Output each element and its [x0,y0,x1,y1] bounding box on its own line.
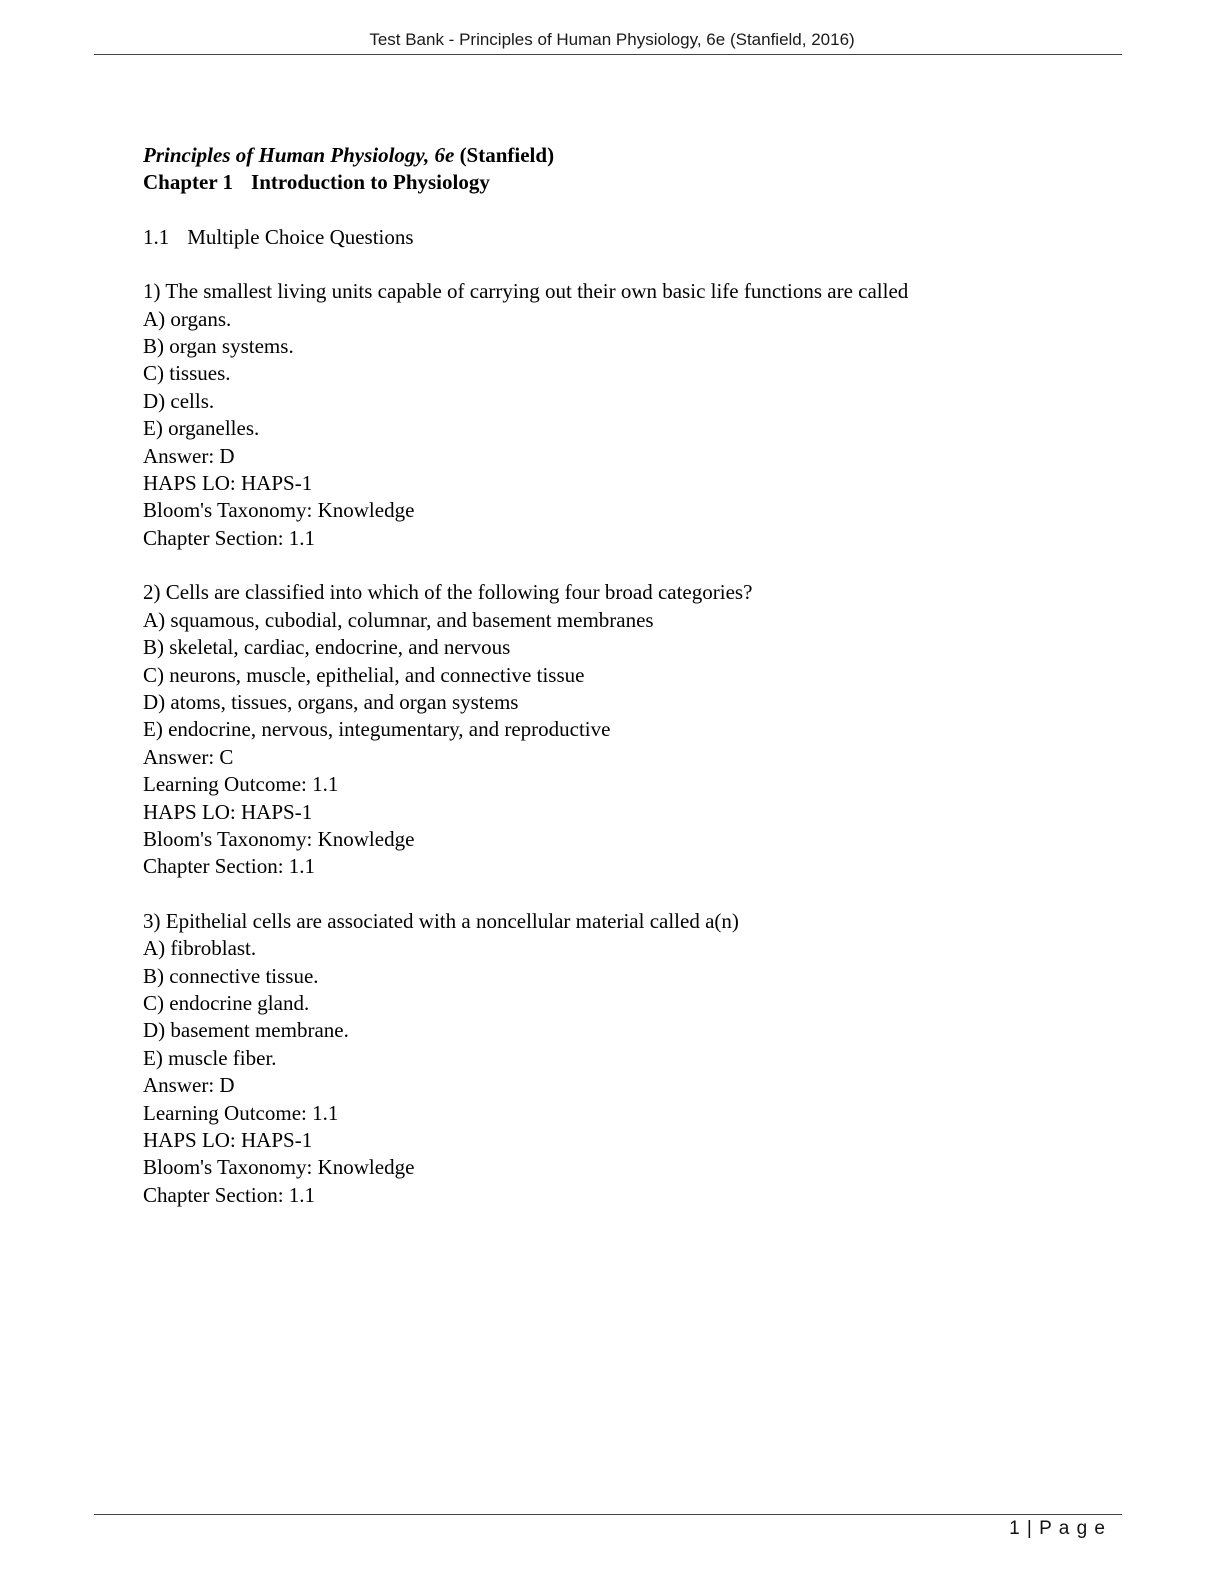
learning-outcome: Learning Outcome: 1.1 [143,772,339,797]
answer-option: A) fibroblast. [143,936,257,961]
blooms-taxonomy: Bloom's Taxonomy: Knowledge [143,826,415,851]
chapter-heading [143,169,1103,196]
answer-option: D) atoms, tissues, organs, and organ systems [143,689,519,714]
question-stem: 2) Cells are classified into which of the following four broad categories? [143,580,753,605]
section-title: Multiple Choice Questions [187,224,414,249]
question-3 [143,908,1103,1209]
answer-option: D) basement membrane. [143,1018,349,1043]
answer-option: C) endocrine gland. [143,990,310,1015]
chapter-section: Chapter Section: 1.1 [143,1182,316,1207]
section-number: 1.1 [143,224,170,249]
page-number: 1 | P a g e [1009,1518,1106,1539]
answer-option: A) squamous, cubodial, columnar, and basement membranes [143,607,654,632]
question-stem: 3) Epithelial cells are associated with a noncellular material called a(n) [143,908,739,933]
book-author: (Stanfield) [459,143,555,167]
chapter-title: Introduction to Physiology [251,170,490,195]
answer-option: B) skeletal, cardiac, endocrine, and nervous [143,635,511,660]
answer-option: B) organ systems. [143,334,294,359]
page-content [143,142,1103,1209]
learning-outcome: Learning Outcome: 1.1 [143,1100,339,1125]
book-title-line [143,142,1103,169]
answer-key: Answer: D [143,443,235,468]
answer-option: B) connective tissue. [143,963,319,988]
book-title: Principles of Human Physiology, 6e [143,143,455,167]
answer-option: E) organelles. [143,416,260,441]
answer-option: E) endocrine, nervous, integumentary, and reproductive [143,717,611,742]
haps-lo: HAPS LO: HAPS-1 [143,471,313,496]
answer-option: C) tissues. [143,361,231,386]
chapter-section: Chapter Section: 1.1 [143,525,316,550]
answer-option: A) organs. [143,306,232,331]
blooms-taxonomy: Bloom's Taxonomy: Knowledge [143,498,415,523]
question-1 [143,278,1103,552]
section-heading [143,224,1103,251]
answer-option: D) cells. [143,388,215,413]
running-header: Test Bank - Principles of Human Physiology, 6e (Stanfield, 2016) [369,30,855,49]
header-rule [94,54,1122,55]
question-2 [143,579,1103,880]
question-stem: 1) The smallest living units capable of carrying out their own basic life functions are called [143,279,909,304]
answer-key: Answer: C [143,744,234,769]
answer-option: C) neurons, muscle, epithelial, and connective tissue [143,662,585,687]
footer-rule [94,1514,1122,1515]
haps-lo: HAPS LO: HAPS-1 [143,1128,313,1152]
answer-key: Answer: D [143,1073,235,1098]
chapter-label: Chapter 1 [143,170,234,195]
blooms-taxonomy: Bloom's Taxonomy: Knowledge [143,1155,415,1180]
haps-lo: HAPS LO: HAPS-1 [143,799,313,824]
answer-option: E) muscle fiber. [143,1045,277,1070]
chapter-section: Chapter Section: 1.1 [143,854,316,879]
